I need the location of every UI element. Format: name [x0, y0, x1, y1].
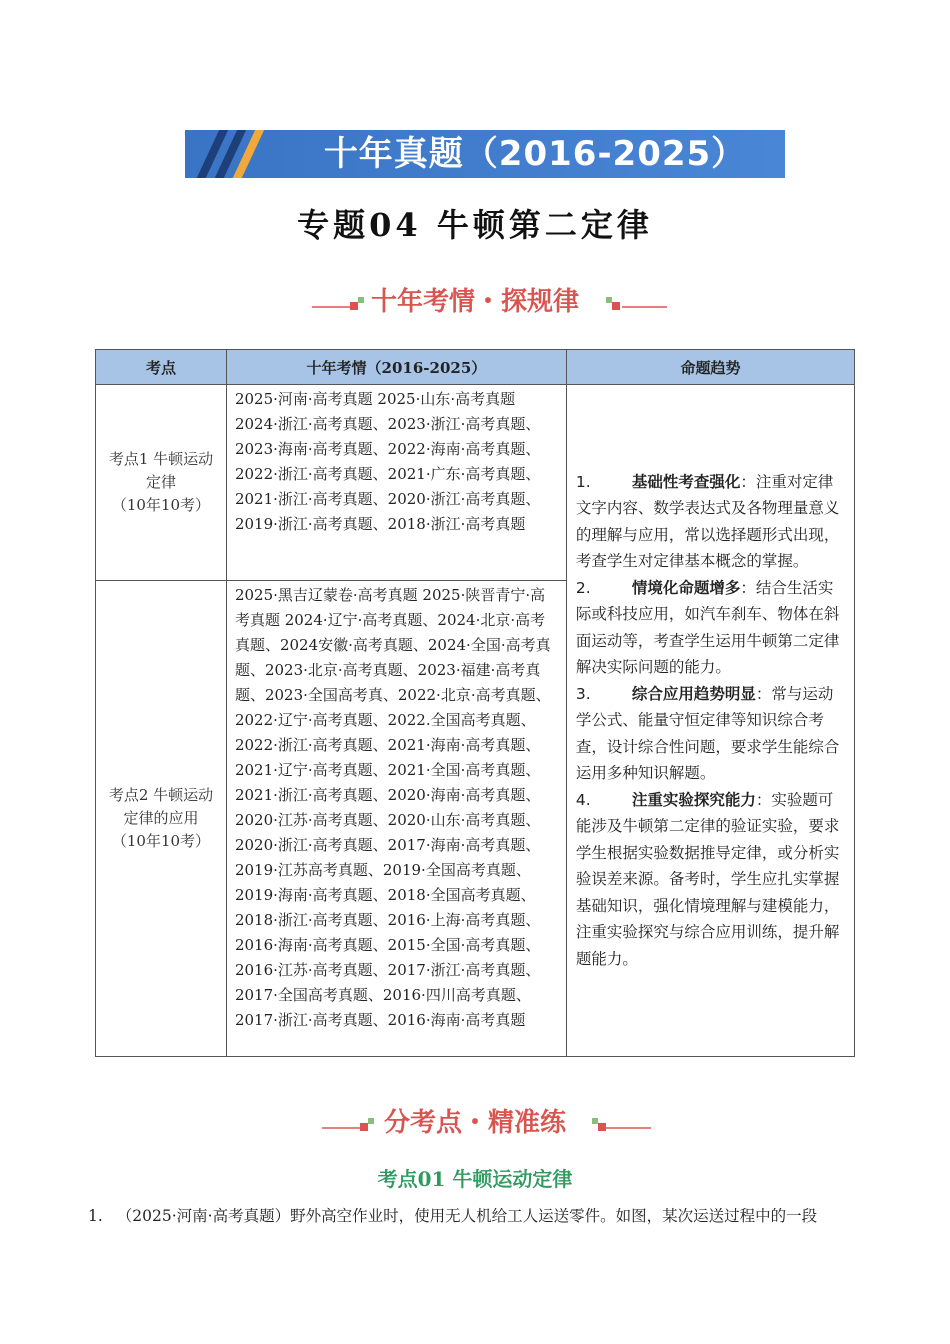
- decor-square: [360, 1123, 368, 1131]
- question-1: [88, 1204, 868, 1226]
- topic-title: 专题04 牛顿第二定律: [297, 206, 653, 244]
- kaodian-cell: [96, 581, 227, 1057]
- trend-item: 1. 基础性考查强化：注重对定律文字内容、数学表达式及各物理量意义的理解与应用，常以选择题形式出现，考查学生对定律基本概念的掌握。: [575, 472, 840, 571]
- trend-item: 2. 情境化命题增多：结合生活实际或科技应用，如汽车刹车、物体在斜面运动等，考查学生运用牛顿第二定律解决实际问题的能力。: [575, 578, 840, 677]
- table-row: [96, 385, 855, 581]
- divider-line: [622, 306, 667, 308]
- header-years: 十年考情（2016-2025）: [226, 350, 566, 385]
- decor-square: [606, 297, 612, 303]
- kaodian-name: 考点2 牛顿运动定律的应用: [108, 786, 214, 827]
- kaodian-count: （10年10考）: [111, 832, 211, 850]
- decor-square: [612, 302, 620, 310]
- header-point: 考点: [96, 350, 227, 385]
- decor-square: [358, 297, 364, 303]
- banner-stripes-decoration: [193, 130, 283, 178]
- question-number: 1.: [88, 1207, 103, 1225]
- trend-item: 3. 综合应用趋势明显：常与运动学公式、能量守恒定律等知识综合考查，设计综合性问题，要求学生能综合运用多种知识解题。: [575, 684, 840, 783]
- decor-square: [368, 1118, 374, 1124]
- table-header-row: [96, 350, 855, 385]
- decor-square: [598, 1123, 606, 1131]
- exam-overview-table: [95, 349, 855, 1057]
- section-title: 十年考情・探规律: [370, 287, 579, 317]
- ten-year-banner: [185, 130, 785, 178]
- kaodian-name: 考点1 牛顿运动定律: [108, 450, 214, 491]
- divider-line: [606, 1127, 651, 1129]
- kaodian-count: （10年10考）: [111, 496, 211, 514]
- years-cell: 2025·黑吉辽蒙卷·高考真题 2025·陕晋青宁·高考真题 2024·辽宁·高考真题、2024·北京·高考真题、2024安徽·高考真题、2024·全国·高考真题、2023·北京·高考真题、2023·福建·高考真题、2023·全国高考真、2022·北京·高考真题、2022·辽宁·高考真题、2022.全国高考真题、2022·浙江·高考真题、2021·海南·高考真题、2021·辽宁·高考真题、2021·全国·高考真题、2021·浙江·高考真题、2020·海南·高考真题、2020·江苏·高考真题、2020·山东·高考真题、2020·浙江·高考真题、2017·海南·高考真题、2019·江苏高考真题、2019·全国高考真题、2019·海南·高考真题、2018·全国高考真题、2018·浙江·高考真题、2016·上海·高考真题、2016·海南·高考真题、2015·全国·高考真题、2016·江苏·高考真题、2017·浙江·高考真题、2017·全国高考真题、2016·四川高考真题、2017·浙江·高考真题、2016·海南·高考真题: [226, 581, 566, 1057]
- years-cell: 2025·河南·高考真题 2025·山东·高考真题 2024·浙江·高考真题、2023·浙江·高考真题、2023·海南·高考真题、2022·海南·高考真题、2022·浙江·高考真题、2021·广东·高考真题、2021·浙江·高考真题、2020·浙江·高考真题、2019·浙江·高考真题、2018·浙江·高考真题: [226, 385, 566, 581]
- trend-item: 4. 注重实验探究能力：实验题可能涉及牛顿第二定律的验证实验，要求学生根据实验数据推导定律，或分析实验误差来源。备考时，学生应扎实掌握基础知识，强化情境理解与建模能力，注重实验探究与综合应用训练，提升解题能力。: [575, 790, 840, 968]
- header-trend: 命题趋势: [566, 350, 854, 385]
- section-header-trends: [0, 282, 950, 322]
- kaodian-title: 考点01 牛顿运动定律: [377, 1167, 573, 1191]
- section-title: 分考点・精准练: [383, 1108, 566, 1138]
- decor-square: [592, 1118, 598, 1124]
- decor-square: [350, 302, 358, 310]
- trend-cell: [566, 385, 854, 1057]
- banner-title: 十年真题（2016-2025）: [323, 134, 747, 174]
- section-header-practice: [0, 1103, 950, 1143]
- kaodian-cell: [96, 385, 227, 581]
- question-text: （2025·河南·高考真题）野外高空作业时，使用无人机给工人运送零件。如图，某次运送过程中的一段: [116, 1207, 818, 1225]
